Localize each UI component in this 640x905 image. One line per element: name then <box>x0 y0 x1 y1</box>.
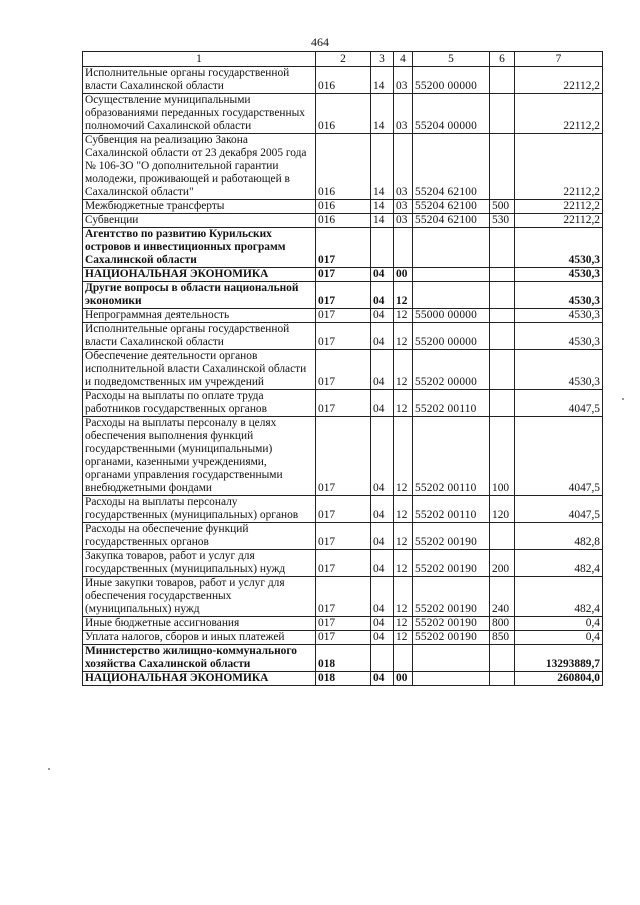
row-admin-code: 017 <box>316 350 371 390</box>
row-admin-code: 017 <box>316 577 371 617</box>
row-expense-type <box>490 268 515 282</box>
table-row <box>83 523 603 550</box>
table-row <box>83 390 603 417</box>
row-name: Агентство по развитию Курильских островов и инвестиционных программ Сахалинской области <box>83 228 316 268</box>
column-header: 1 <box>83 52 316 67</box>
table-row <box>83 577 603 617</box>
table-body <box>83 67 603 686</box>
row-target-code <box>413 228 490 268</box>
column-header: 4 <box>394 52 413 67</box>
row-target-code: 55202 00190 <box>413 550 490 577</box>
row-name: Уплата налогов, сборов и иных платежей <box>83 631 316 645</box>
row-admin-code: 018 <box>316 645 371 672</box>
row-subsection-code <box>394 645 413 672</box>
row-target-code: 55204 62100 <box>413 200 490 214</box>
row-section-code: 04 <box>371 390 394 417</box>
row-amount: 22112,2 <box>515 214 603 228</box>
row-target-code: 55204 62100 <box>413 214 490 228</box>
row-admin-code: 017 <box>316 309 371 323</box>
row-amount: 482,8 <box>515 523 603 550</box>
row-name: Исполнительные органы государственной власти Сахалинской области <box>83 67 316 94</box>
row-admin-code: 016 <box>316 214 371 228</box>
column-header: 5 <box>413 52 490 67</box>
row-admin-code: 017 <box>316 228 371 268</box>
row-subsection-code: 12 <box>394 417 413 496</box>
row-name: Расходы на выплаты персоналу государственных (муниципальных) органов <box>83 496 316 523</box>
row-subsection-code: 03 <box>394 200 413 214</box>
row-name: НАЦИОНАЛЬНАЯ ЭКОНОМИКА <box>83 672 316 686</box>
row-subsection-code: 00 <box>394 268 413 282</box>
row-admin-code: 016 <box>316 94 371 134</box>
row-amount: 4530,3 <box>515 268 603 282</box>
row-subsection-code: 00 <box>394 672 413 686</box>
row-expense-type: 200 <box>490 550 515 577</box>
row-subsection-code: 12 <box>394 309 413 323</box>
row-expense-type <box>490 350 515 390</box>
row-amount: 13293889,7 <box>515 645 603 672</box>
row-amount: 0,4 <box>515 631 603 645</box>
row-section-code: 04 <box>371 631 394 645</box>
row-section-code: 04 <box>371 282 394 309</box>
table-row <box>83 67 603 94</box>
row-admin-code: 016 <box>316 200 371 214</box>
table-row <box>83 617 603 631</box>
row-expense-type <box>490 94 515 134</box>
row-amount: 4047,5 <box>515 496 603 523</box>
row-name: Другие вопросы в области национальной экономики <box>83 282 316 309</box>
row-section-code <box>371 645 394 672</box>
budget-table <box>82 51 603 686</box>
row-name: Закупка товаров, работ и услуг для государственных (муниципальных) нужд <box>83 550 316 577</box>
row-name: Иные закупки товаров, работ и услуг для обеспечения государственных (муниципальных) нужд <box>83 577 316 617</box>
row-expense-type <box>490 282 515 309</box>
table-row <box>83 214 603 228</box>
row-admin-code: 017 <box>316 523 371 550</box>
row-admin-code: 016 <box>316 67 371 94</box>
row-expense-type: 800 <box>490 617 515 631</box>
row-subsection-code: 03 <box>394 134 413 200</box>
row-expense-type <box>490 309 515 323</box>
row-section-code: 04 <box>371 577 394 617</box>
row-name: Непрограммная деятельность <box>83 309 316 323</box>
row-subsection-code: 12 <box>394 350 413 390</box>
page-number: 464 <box>311 35 329 49</box>
row-section-code: 14 <box>371 67 394 94</box>
table-row <box>83 350 603 390</box>
row-section-code: 04 <box>371 323 394 350</box>
row-admin-code: 018 <box>316 672 371 686</box>
row-target-code: 55204 00000 <box>413 94 490 134</box>
row-section-code <box>371 228 394 268</box>
column-header: 6 <box>490 52 515 67</box>
row-target-code: 55202 00190 <box>413 523 490 550</box>
table-row <box>83 282 603 309</box>
row-name: Иные бюджетные ассигнования <box>83 617 316 631</box>
row-amount: 4530,3 <box>515 309 603 323</box>
row-section-code: 04 <box>371 350 394 390</box>
row-target-code <box>413 645 490 672</box>
row-subsection-code: 12 <box>394 323 413 350</box>
table-row <box>83 417 603 496</box>
table-row <box>83 631 603 645</box>
row-admin-code: 017 <box>316 496 371 523</box>
row-amount: 4530,3 <box>515 323 603 350</box>
row-name: Субвенция на реализацию Закона Сахалинской области от 23 декабря 2005 года № 106-ЗО "О дополнительной гарантии молодежи, проживающей и работающей в Сахалинской области" <box>83 134 316 200</box>
column-header: 7 <box>515 52 603 67</box>
row-amount: 4047,5 <box>515 390 603 417</box>
row-subsection-code: 03 <box>394 214 413 228</box>
row-expense-type: 100 <box>490 417 515 496</box>
row-section-code: 14 <box>371 200 394 214</box>
row-section-code: 14 <box>371 214 394 228</box>
row-admin-code: 017 <box>316 390 371 417</box>
row-target-code: 55204 62100 <box>413 134 490 200</box>
row-target-code: 55202 00000 <box>413 350 490 390</box>
row-section-code: 04 <box>371 672 394 686</box>
row-subsection-code: 12 <box>394 390 413 417</box>
row-expense-type: 530 <box>490 214 515 228</box>
table-row <box>83 645 603 672</box>
row-target-code: 55202 00190 <box>413 577 490 617</box>
row-amount: 0,4 <box>515 617 603 631</box>
row-target-code: 55202 00110 <box>413 417 490 496</box>
row-section-code: 04 <box>371 523 394 550</box>
row-name: Обеспечение деятельности органов исполнительной власти Сахалинской области и подведомственных им учреждений <box>83 350 316 390</box>
scan-mark <box>48 768 50 770</box>
row-name: Расходы на выплаты персоналу в целях обеспечения выполнения функций государственными (муниципальными) органами, казенными учреждениями, органами управления государственными внебюджетными фондами <box>83 417 316 496</box>
row-admin-code: 017 <box>316 617 371 631</box>
row-amount: 4530,3 <box>515 228 603 268</box>
row-name: Исполнительные органы государственной власти Сахалинской области <box>83 323 316 350</box>
row-admin-code: 017 <box>316 268 371 282</box>
row-expense-type: 850 <box>490 631 515 645</box>
row-amount: 22112,2 <box>515 67 603 94</box>
row-name: Министерство жилищно-коммунального хозяйства Сахалинской области <box>83 645 316 672</box>
row-amount: 4530,3 <box>515 350 603 390</box>
row-subsection-code <box>394 228 413 268</box>
row-section-code: 04 <box>371 309 394 323</box>
row-subsection-code: 12 <box>394 282 413 309</box>
table-row <box>83 94 603 134</box>
row-amount: 22112,2 <box>515 94 603 134</box>
row-amount: 22112,2 <box>515 200 603 214</box>
table-row <box>83 323 603 350</box>
row-expense-type: 500 <box>490 200 515 214</box>
row-expense-type <box>490 323 515 350</box>
row-admin-code: 016 <box>316 134 371 200</box>
table-row <box>83 672 603 686</box>
row-target-code: 55202 00110 <box>413 496 490 523</box>
table-row <box>83 496 603 523</box>
row-admin-code: 017 <box>316 550 371 577</box>
row-name: Межбюджетные трансферты <box>83 200 316 214</box>
row-expense-type <box>490 645 515 672</box>
row-section-code: 04 <box>371 496 394 523</box>
row-amount: 482,4 <box>515 577 603 617</box>
row-target-code: 55200 00000 <box>413 67 490 94</box>
column-header: 3 <box>371 52 394 67</box>
row-target-code <box>413 268 490 282</box>
row-subsection-code: 03 <box>394 94 413 134</box>
row-subsection-code: 12 <box>394 523 413 550</box>
row-subsection-code: 12 <box>394 550 413 577</box>
row-section-code: 14 <box>371 134 394 200</box>
row-expense-type <box>490 228 515 268</box>
column-header: 2 <box>316 52 371 67</box>
row-subsection-code: 12 <box>394 496 413 523</box>
row-expense-type <box>490 672 515 686</box>
row-section-code: 04 <box>371 617 394 631</box>
row-expense-type <box>490 134 515 200</box>
row-expense-type: 240 <box>490 577 515 617</box>
row-name: НАЦИОНАЛЬНАЯ ЭКОНОМИКА <box>83 268 316 282</box>
table-row <box>83 228 603 268</box>
table-row <box>83 268 603 282</box>
row-admin-code: 017 <box>316 417 371 496</box>
row-section-code: 04 <box>371 268 394 282</box>
row-subsection-code: 12 <box>394 631 413 645</box>
row-section-code: 14 <box>371 94 394 134</box>
row-expense-type <box>490 523 515 550</box>
row-admin-code: 017 <box>316 323 371 350</box>
row-subsection-code: 12 <box>394 617 413 631</box>
row-subsection-code: 03 <box>394 67 413 94</box>
row-target-code <box>413 672 490 686</box>
table-row <box>83 550 603 577</box>
row-target-code <box>413 282 490 309</box>
row-name: Расходы на выплаты по оплате труда работников государственных органов <box>83 390 316 417</box>
table-row <box>83 200 603 214</box>
row-admin-code: 017 <box>316 631 371 645</box>
row-amount: 22112,2 <box>515 134 603 200</box>
row-name: Расходы на обеспечение функций государственных органов <box>83 523 316 550</box>
row-amount: 260804,0 <box>515 672 603 686</box>
row-amount: 482,4 <box>515 550 603 577</box>
table-row <box>83 309 603 323</box>
scan-mark <box>622 398 624 400</box>
row-amount: 4530,3 <box>515 282 603 309</box>
row-expense-type: 120 <box>490 496 515 523</box>
row-name: Осуществление муниципальными образованиями переданных государственных полномочий Сахалинской области <box>83 94 316 134</box>
row-amount: 4047,5 <box>515 417 603 496</box>
row-name: Субвенции <box>83 214 316 228</box>
row-section-code: 04 <box>371 550 394 577</box>
row-expense-type <box>490 390 515 417</box>
row-expense-type <box>490 67 515 94</box>
table-row <box>83 134 603 200</box>
row-subsection-code: 12 <box>394 577 413 617</box>
row-admin-code: 017 <box>316 282 371 309</box>
row-target-code: 55202 00190 <box>413 631 490 645</box>
row-target-code: 55202 00190 <box>413 617 490 631</box>
row-section-code: 04 <box>371 417 394 496</box>
row-target-code: 55202 00110 <box>413 390 490 417</box>
row-target-code: 55200 00000 <box>413 323 490 350</box>
header-row <box>83 52 603 67</box>
row-target-code: 55000 00000 <box>413 309 490 323</box>
